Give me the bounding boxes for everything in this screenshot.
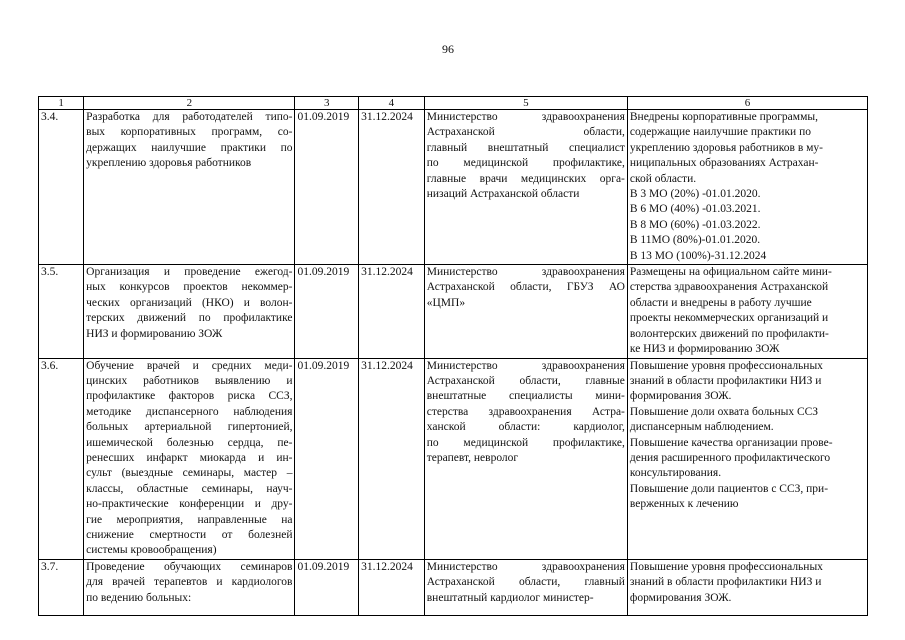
activity-cell-line: держащих наилучшие практики по bbox=[86, 141, 293, 154]
activity-cell-line: терских движений по профилактике bbox=[86, 312, 293, 325]
executor-cell-line: Астраханской области, главный bbox=[426, 576, 625, 589]
result-cell-line: Повышение качества организации прове- bbox=[629, 436, 833, 449]
result-cell-line: дения расширенного профилактического bbox=[629, 451, 831, 464]
activity-cell-line: снижение смертности от болезней bbox=[86, 528, 293, 541]
column-header: 2 bbox=[84, 97, 295, 110]
result-cell-line: формирования ЗОЖ. bbox=[629, 591, 732, 604]
executor-cell bbox=[424, 110, 627, 265]
executor-cell-line: Астраханской области, ГБУЗ АО bbox=[426, 281, 625, 294]
end-date: 31.12.2024 bbox=[359, 559, 425, 615]
executor-cell-line: главный внештатный специалист bbox=[426, 141, 625, 154]
executor-cell-line: Астраханской области, главные bbox=[426, 374, 625, 387]
item-number: 3.4. bbox=[39, 110, 84, 265]
result-cell-line: проекты некоммерческих организаций и bbox=[629, 312, 829, 325]
activity-cell-line: НИЗ и формированию ЗОЖ bbox=[86, 327, 223, 340]
activity-cell-line: Разработка для работодателей типо- bbox=[86, 111, 293, 123]
result-cell-line: диспансерным наблюдением. bbox=[629, 421, 774, 434]
activity-cell-line: сульт (выездные семинары, мастер – bbox=[86, 467, 293, 480]
result-cell-line: Повышение доли пациентов с ССЗ, при- bbox=[629, 482, 829, 495]
end-date: 31.12.2024 bbox=[359, 265, 425, 358]
column-number-row bbox=[39, 97, 868, 110]
executor-cell-line: по медицинской профилактике, bbox=[426, 157, 625, 170]
executor-cell-line: терапевт, невролог bbox=[426, 451, 519, 464]
activity-cell-line: укреплению здоровья работников bbox=[86, 157, 252, 170]
activity-cell-line: Организация и проведение ежегод- bbox=[86, 266, 293, 279]
activity-cell bbox=[84, 110, 295, 265]
executor-cell-line: Министерство здравоохранения bbox=[426, 359, 625, 372]
executor-cell-line: внештатный кардиолог министер- bbox=[426, 591, 594, 604]
activity-cell-line: ческих организаций (НКО) и волон- bbox=[86, 296, 293, 309]
result-cell bbox=[627, 110, 867, 265]
activity-cell-line: профилактике факторов риска ССЗ, bbox=[86, 390, 293, 403]
start-date: 01.09.2019 bbox=[295, 265, 359, 358]
activity-cell-line: гие мероприятия, направленные на bbox=[86, 513, 293, 526]
executor-cell-line: внештатные специалисты мини- bbox=[426, 390, 625, 403]
result-cell-line: ке НИЗ и формированию ЗОЖ bbox=[629, 343, 780, 356]
result-cell-line: консультирования. bbox=[629, 467, 722, 480]
activity-cell-line: Проведение обучающих семинаров bbox=[86, 560, 293, 573]
activity-cell bbox=[84, 265, 295, 358]
result-cell-line: знаний в области профилактики НИЗ и bbox=[629, 576, 822, 589]
table-row bbox=[39, 358, 868, 559]
activity-cell-line: но-практические конференции и дру- bbox=[86, 498, 293, 511]
executor-cell bbox=[424, 265, 627, 358]
result-cell bbox=[627, 265, 867, 358]
executor-cell-line: низаций Астраханской области bbox=[426, 188, 580, 201]
table-row bbox=[39, 265, 868, 358]
result-cell-line: В 3 МО (20%) -01.01.2020. bbox=[629, 188, 761, 201]
activity-cell-line: ных конкурсов проектов некоммер- bbox=[86, 281, 293, 294]
executor-cell-line: «ЦМП» bbox=[426, 296, 466, 309]
result-cell-line: В 11МО (80%)-01.01.2020. bbox=[629, 234, 761, 247]
executor-cell-line: Министерство здравоохранения bbox=[426, 111, 625, 123]
executor-cell-line: ханской области: кардиолог, bbox=[426, 421, 625, 434]
column-header: 3 bbox=[295, 97, 359, 110]
activity-cell-line: методике диспансерного наблюдения bbox=[86, 405, 293, 418]
activity-cell-line: классы, областные семинары, науч- bbox=[86, 482, 293, 495]
item-number: 3.5. bbox=[39, 265, 84, 358]
table-row bbox=[39, 559, 868, 615]
result-cell-line: области и внедрены в работу лучшие bbox=[629, 296, 812, 309]
result-cell bbox=[627, 358, 867, 559]
executor-cell-line: Министерство здравоохранения bbox=[426, 266, 625, 279]
result-cell-line: В 6 МО (40%) -01.03.2021. bbox=[629, 203, 761, 216]
result-cell-line: Повышение уровня профессиональных bbox=[629, 359, 823, 372]
activity-cell bbox=[84, 559, 295, 615]
result-cell-line: знаний в области профилактики НИЗ и bbox=[629, 374, 822, 387]
executor-cell-line: по медицинской профилактике, bbox=[426, 436, 625, 449]
result-cell-line: формирования ЗОЖ. bbox=[629, 390, 732, 403]
result-cell-line: Внедрены корпоративные программы, bbox=[629, 111, 818, 123]
activity-cell-line: ренесших инфаркт миокарда и ин- bbox=[86, 451, 293, 464]
result-cell-line: Повышение доли охвата больных ССЗ bbox=[629, 405, 819, 418]
activities-table bbox=[38, 96, 868, 616]
activity-cell-line: системы кровообращения) bbox=[86, 544, 217, 557]
result-cell-line: верженных к лечению bbox=[629, 498, 739, 511]
executor-cell bbox=[424, 358, 627, 559]
item-number: 3.7. bbox=[39, 559, 84, 615]
executor-cell-line: главные врачи медицинских орга- bbox=[426, 172, 625, 185]
column-header: 1 bbox=[39, 97, 84, 110]
activity-cell-line: цинских работников выявлению и bbox=[86, 374, 293, 387]
start-date: 01.09.2019 bbox=[295, 358, 359, 559]
activity-cell-line: Обучение врачей и средних меди- bbox=[86, 359, 293, 372]
executor-cell bbox=[424, 559, 627, 615]
executor-cell-line: стерства здравоохранения Астра- bbox=[426, 405, 625, 418]
result-cell-line: содержащие наилучшие практики по bbox=[629, 126, 811, 139]
result-cell-line: волонтерских движений по профилакти- bbox=[629, 327, 829, 340]
table-row bbox=[39, 110, 868, 265]
column-header: 4 bbox=[359, 97, 425, 110]
result-cell-line: В 8 МО (60%) -01.03.2022. bbox=[629, 218, 761, 231]
result-cell-line: Повышение уровня профессиональных bbox=[629, 560, 823, 573]
result-cell-line: укреплению здоровья работников в му- bbox=[629, 141, 823, 154]
activity-cell-line: больных артериальной гипертонией, bbox=[86, 421, 293, 434]
activity-cell-line: ишемической болезнью сердца, пе- bbox=[86, 436, 293, 449]
activity-cell bbox=[84, 358, 295, 559]
item-number: 3.6. bbox=[39, 358, 84, 559]
result-cell-line: ниципальных образованиях Астрахан- bbox=[629, 157, 819, 170]
activity-cell-line: по ведению больных: bbox=[86, 591, 192, 604]
result-cell bbox=[627, 559, 867, 615]
column-header: 5 bbox=[424, 97, 627, 110]
activity-cell-line: вых корпоративных программ, со- bbox=[86, 126, 293, 139]
end-date: 31.12.2024 bbox=[359, 110, 425, 265]
activity-cell-line: для врачей терапевтов и кардиологов bbox=[86, 576, 293, 589]
executor-cell-line: Министерство здравоохранения bbox=[426, 560, 625, 573]
page-number: 96 bbox=[442, 42, 454, 56]
result-cell-line: В 13 МО (100%)-31.12.2024 bbox=[629, 249, 767, 262]
result-cell-line: стерства здравоохранения Астраханской bbox=[629, 281, 829, 294]
column-header: 6 bbox=[627, 97, 867, 110]
start-date: 01.09.2019 bbox=[295, 110, 359, 265]
result-cell-line: ской области. bbox=[629, 172, 697, 185]
start-date: 01.09.2019 bbox=[295, 559, 359, 615]
executor-cell-line: Астраханской области, bbox=[426, 126, 625, 139]
result-cell-line: Размещены на официальном сайте мини- bbox=[629, 266, 832, 279]
end-date: 31.12.2024 bbox=[359, 358, 425, 559]
